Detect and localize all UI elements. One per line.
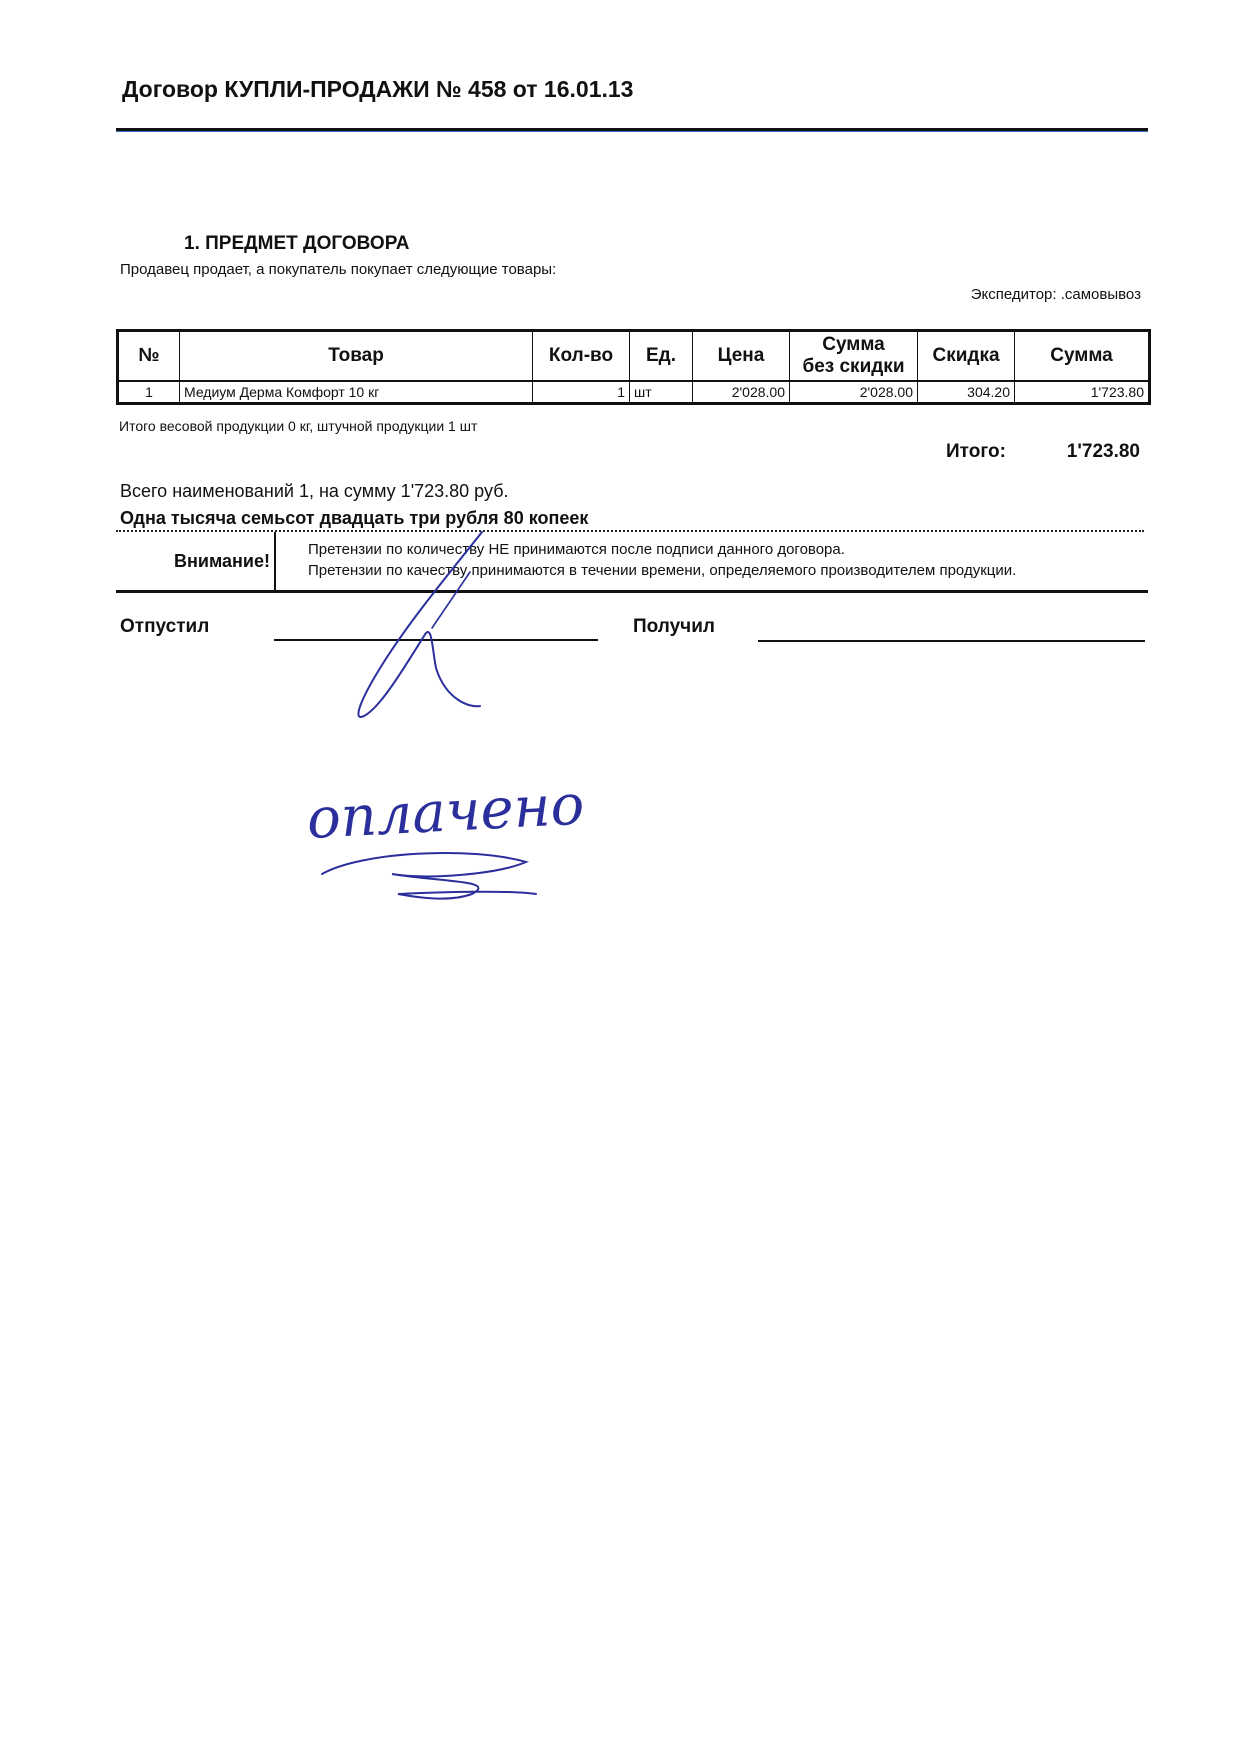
col-header-price: Цена xyxy=(693,331,790,382)
cell-price: 2'028.00 xyxy=(693,381,790,404)
goods-table xyxy=(116,329,1151,405)
col-header-sum: Сумма xyxy=(1015,331,1150,382)
intro-text: Продавец продает, а покупатель покупает следующие товары: xyxy=(120,261,557,278)
handwritten-underline xyxy=(322,853,536,899)
cell-unit: шт xyxy=(630,381,693,404)
cell-discount: 304.20 xyxy=(918,381,1015,404)
col-header-unit: Ед. xyxy=(630,331,693,382)
amount-in-words: Одна тысяча семьсот двадцать три рубля 80 копеек xyxy=(120,508,589,528)
released-signature-line xyxy=(274,639,598,641)
document-title: Договор КУПЛИ-ПРОДАЖИ № 458 от 16.01.13 xyxy=(122,76,634,102)
items-summary: Всего наименований 1, на сумму 1'723.80 руб. xyxy=(120,481,509,501)
section-heading: 1. ПРЕДМЕТ ДОГОВОРА xyxy=(184,233,410,254)
col-header-qty: Кол-во xyxy=(533,331,630,382)
col-header-sum-no-discount-line1: Сумма xyxy=(822,334,885,355)
warning-text-quality: Претензии по качеству принимаются в течении времени, определяемого производителем продукции. xyxy=(308,562,1017,579)
col-header-discount: Скидка xyxy=(918,331,1015,382)
table-row xyxy=(118,381,1150,404)
total-value: 1'723.80 xyxy=(1066,441,1140,462)
title-divider-accent xyxy=(116,131,1148,132)
cell-qty: 1 xyxy=(533,381,630,404)
cell-product: Медиум Дерма Комфорт 10 кг xyxy=(180,381,533,404)
handwritten-note: оплачено xyxy=(305,772,586,852)
dotted-divider xyxy=(116,530,1144,532)
received-by-label: Получил xyxy=(633,616,715,637)
weight-summary: Итого весовой продукции 0 кг, штучной продукции 1 шт xyxy=(119,418,478,434)
total-label: Итого: xyxy=(946,441,1006,462)
col-header-product: Товар xyxy=(180,331,533,382)
received-signature-line xyxy=(758,640,1145,642)
warning-bottom-rule xyxy=(116,590,1148,593)
cell-sum: 1'723.80 xyxy=(1015,381,1150,404)
released-by-label: Отпустил xyxy=(120,616,210,637)
expeditor-text: Экспедитор: .самовывоз xyxy=(970,286,1141,303)
seller-signature xyxy=(358,532,482,717)
seller-signature-stroke xyxy=(432,572,470,628)
col-header-sum-no-discount-line2: без скидки xyxy=(802,356,905,377)
cell-sum-no-discount: 2'028.00 xyxy=(790,381,918,404)
cell-num: 1 xyxy=(118,381,180,404)
col-header-sum-no-discount xyxy=(790,331,918,382)
warning-divider xyxy=(274,532,276,590)
table-header-row xyxy=(118,331,1150,382)
col-header-num: № xyxy=(118,331,180,382)
warning-label: Внимание! xyxy=(174,551,270,571)
warning-text-quantity: Претензии по количеству НЕ принимаются после подписи данного договора. xyxy=(308,541,845,558)
